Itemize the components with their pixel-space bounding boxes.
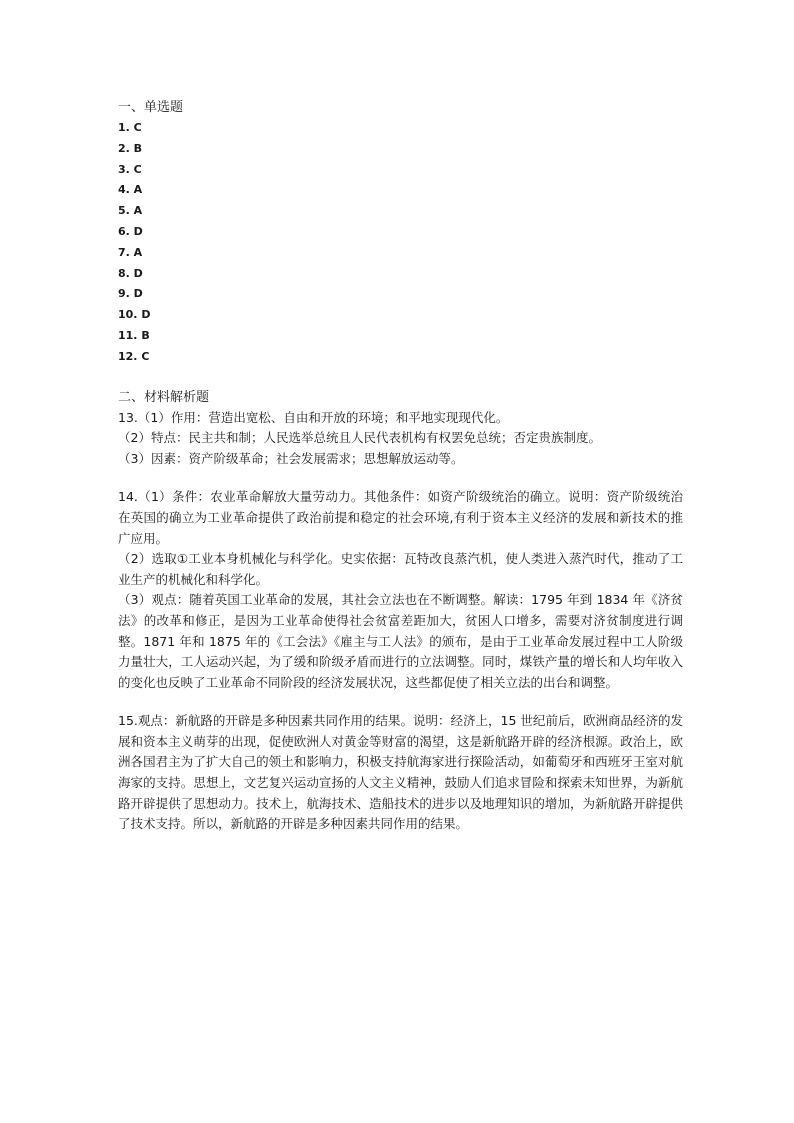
q14-part-2: （2）选取①工业本身机械化与科学化。史实依据：瓦特改良蒸汽机，使人类进入蒸汽时代，推动了工业生产的机械化和科学化。 [118, 551, 683, 587]
q13-part-2: （2）特点：民主共和制；人民选举总统且人民代表机构有权罢免总统；否定贵族制度。 [118, 430, 601, 446]
answer-item: 5. A [118, 204, 143, 218]
q14-part-3: （3）观点：随着英国工业革命的发展，其社会立法也在不断调整。解读：1795 年到 1834 年《济贫法》的改革和修正，是因为工业革命使得社会贫富差距加大，贫困人口增多，需要对济贫制度进行调整。1871 年和 1875 年的《工会法》《雇主与工人法》的颁布，是由于工业革命发展过程中工人阶级力量壮大，工人运动兴起，为了缓和阶级矛盾而进行的立法调整。同时，煤铁产量的增长和人均年收入的变化也反映了工业革命不同阶段的经济发展状况，这些都促使了相关立法的出台和调整。 [118, 592, 683, 690]
q13-part-1: 13.（1）作用：营造出宽松、自由和开放的环境；和平地实现现代化。 [118, 409, 509, 425]
single-choice-answer-list [118, 118, 683, 368]
answer-item: 11. B [118, 328, 150, 342]
section-title-material-analysis: 二、材料解析题 [118, 389, 210, 405]
answer-item: 6. D [118, 224, 143, 238]
answer-item: 1. C [118, 121, 142, 134]
question-14-answer [118, 487, 683, 693]
question-15-answer [118, 711, 683, 835]
answer-item: 2. B [118, 141, 143, 155]
answer-item: 3. C [118, 162, 142, 176]
answer-item: 8. D [118, 266, 143, 280]
answer-item: 12. C [118, 349, 150, 363]
answer-item: 9. D [118, 287, 143, 301]
question-13-answer [118, 408, 683, 470]
answer-item: 7. A [118, 245, 143, 259]
answer-sheet-page [118, 98, 683, 835]
answer-item: 10. D [118, 308, 151, 322]
section-title-single-choice: 一、单选题 [118, 100, 184, 115]
q15-text: 15.观点：新航路的开辟是多种因素共同作用的结果。说明：经济上，15 世纪前后，欧洲商品经济的发展和资本主义萌芽的出现，促使欧洲人对黄金等财富的渴望，这是新航路开辟的经济根源。政治上，欧洲各国君主为了扩大自己的领土和影响力，积极支持航海家进行探险活动，如葡萄牙和西班牙王室对航海家的支持。思想上，文艺复兴运动宣扬的人文主义精神，鼓励人们追求冒险和探索未知世界，为新航路开辟提供了思想动力。技术上，航海技术、造船技术的进步以及地理知识的增加，为新航路开辟提供了技术支持。所以，新航路的开辟是多种因素共同作用的结果。 [118, 713, 683, 832]
q13-part-3: （3）因素：资产阶级革命；社会发展需求；思想解放运动等。 [118, 450, 464, 466]
answer-item: 4. A [118, 183, 143, 197]
q14-part-1: 14.（1）条件：农业革命解放大量劳动力。其他条件：如资产阶级统治的确立。说明：资产阶级统治在英国的确立为工业革命提供了政治前提和稳定的社会环境,有利于资本主义经济的发展和新技术的推广应用。 [118, 489, 683, 546]
